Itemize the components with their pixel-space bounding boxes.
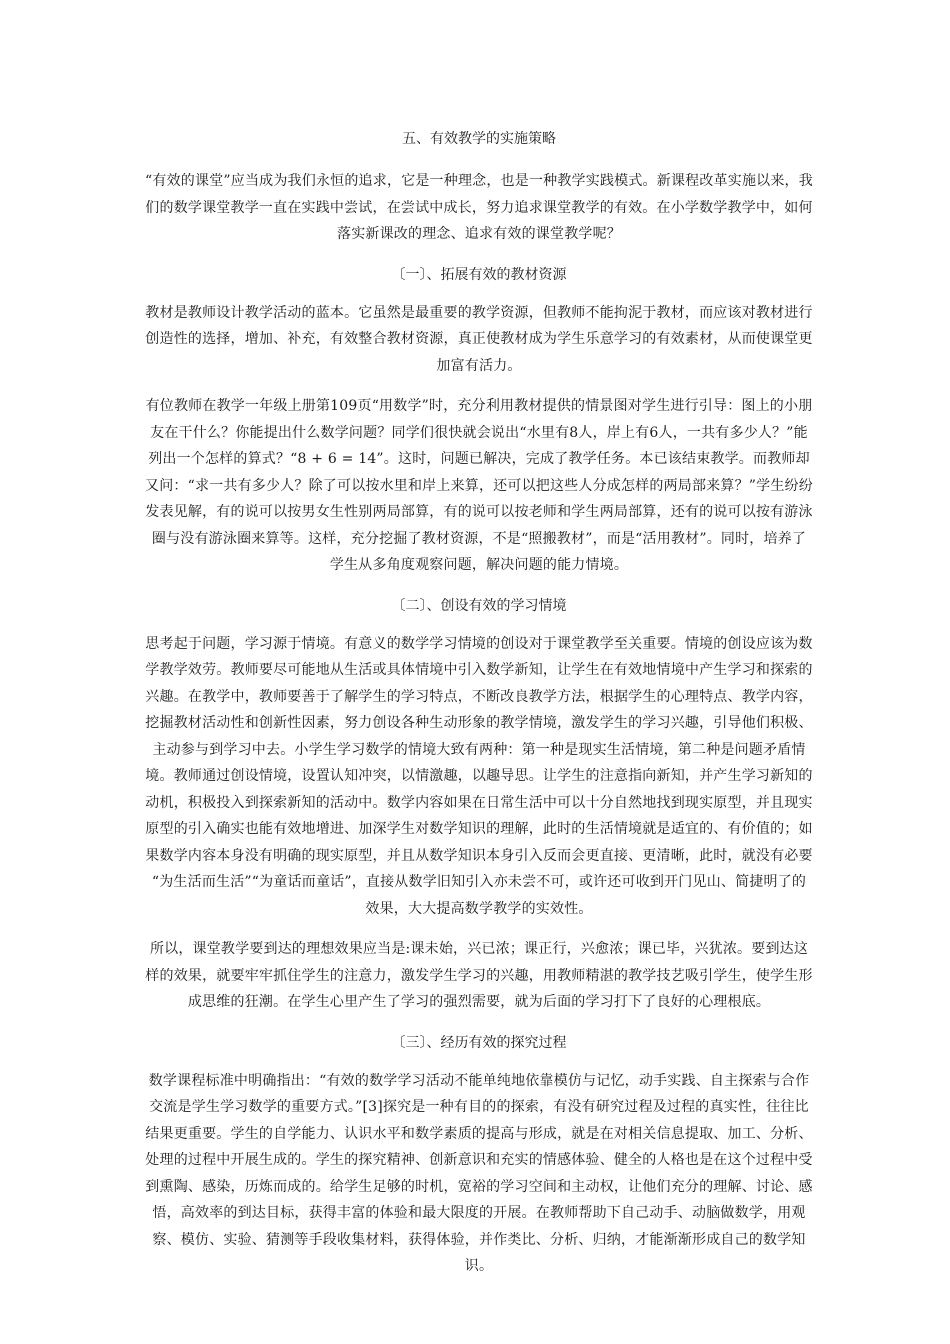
section-paragraph: 思考起于问题，学习源于情境。有意义的数学学习情境的创设对于课堂教学至关重要。情境的创设应该为数学教学效劳。教师要尽可能地从生活或具体情境中引入数学新知，让学生在有效地情境中产生学习和探索的兴趣。在教学中，教师要善于了解学生的学习特点，不断改良教学方法，根据学生的心理特点、教学内容，挖掘教材活动性和创新性因素，努力创设各种生动形象的教学情境，激发学生的学习兴趣，引导他们积极、主动参与到学习中去。小学生学习数学的情境大致有两种：第一种是现实生活情境，第二种是问题矛盾情境。教师通过创设情境，设置认知冲突，以情激趣，以趣导思。让学生的注意指向新知，并产生学习新知的动机，积极投入到探索新知的活动中。数学内容如果在日常生活中可以十分自然地找到现实原型，并且现实原型的引入确实也能有效地增进、加深学生对数学知识的理解，此时的生活情境就是适宜的、有价值的；如果数学内容本身没有明确的现实原型，并且从数学知识本身引入反而会更直接、更清晰，此时，就没有必要 “为生活而生活”“为童话而童话”，直接从数学旧知引入亦未尝不可，或许还可收到开门见山、简捷明了的效果，大大提高数学教学的实效性。 [145,635,813,917]
section-paragraph: 教材是教师设计教学活动的蓝本。它虽然是最重要的教学资源，但教师不能拘泥于教材，而应该对教材进行创造性的选择，增加、补充，有效整合教材资源，真正使教材成为学生乐意学习的有效素材，从而使课堂更加富有活力。 [145,304,813,374]
section-heading: 〔一〕、拓展有效的教材资源 [391,266,567,283]
section-heading: 〔二〕、创设有效的学习情境 [391,597,567,614]
section-paragraph: 数学课程标准中明确指出：“有效的数学学习活动不能单纯地依靠模仿与记忆，动手实践、自主探索与合作交流是学生学习数学的重要方式。”[3]探究是一种有目的的探索，有没有研究过程及过程的真实性，往往比结果更重要。学生的自学能力、认识水平和数学素质的提高与形成，就是在对相关信息提取、加工、分析、处理的过程中开展生成的。学生的探究精神、创新意识和充实的情感体验、健全的人格也是在这个过程中受到熏陶、感染，历炼而成的。给学生足够的时机，宽裕的学习空间和主动权，让他们充分的理解、讨论、感悟，高效率的到达目标，获得丰富的体验和最大限度的开展。在教师帮助下自己动手、动脑做数学，用观察、模仿、实验、猜测等手段收集材料，获得体验，并作类比、分析、归纳，才能渐渐形成自己的数学知识。 [145,1072,813,1274]
page-title: 五、有效教学的实施策略 [402,131,556,147]
section-3 [145,1030,813,1280]
section-paragraph: 有位教师在教学一年级上册第109页“用数学”时，充分利用教材提供的情景图对学生进行引导：图上的小朋友在干什么？你能提出什么数学问题？同学们很快就会说出“水里有8人，岸上有6人，一共有多少人？”能列出一个怎样的算式？“8 + 6 = 14”。这时，问题已解决，完成了教学任务。本已该结束教学。而教师却又问：“求一共有多少人？除了可以按水里和岸上来算，还可以把这些人分成怎样的两局部来算？”学生纷纷发表见解，有的说可以按男女生性别两局部算，有的说可以按老师和学生两局部算，还有的说可以按有游泳圈与没有游泳圈来算等。这样，充分挖掘了教材资源，不是“照搬教材”，而是“活用教材”。同时，培养了学生从多角度观察问题，解决问题的能力情境。 [145,398,813,573]
intro-paragraph: “有效的课堂”应当成为我们永恒的追求，它是一种理念，也是一种教学实践模式。新课程改革实施以来，我们的数学课堂教学一直在实践中尝试，在尝试中成长，努力追求课堂教学的有效。在小学数学教学中，如何落实新课改的理念、追求有效的课堂教学呢？ [145,173,813,242]
section-paragraph: 所以，课堂教学要到达的理想效果应当是:课未始，兴已浓；课正行，兴愈浓；课已毕，兴犹浓。要到达这样的效果，就要牢牢抓住学生的注意力，激发学生学习的兴趣，用教师精湛的教学技艺吸引学生，使学生形成思维的狂潮。在学生心里产生了学习的强烈需要，就为后面的学习打下了良好的心理根底。 [145,941,813,1010]
document-body [145,126,813,1294]
section-heading: 〔三〕、经历有效的探究过程 [391,1034,567,1051]
section-1 [145,262,813,579]
section-2 [145,593,813,1016]
